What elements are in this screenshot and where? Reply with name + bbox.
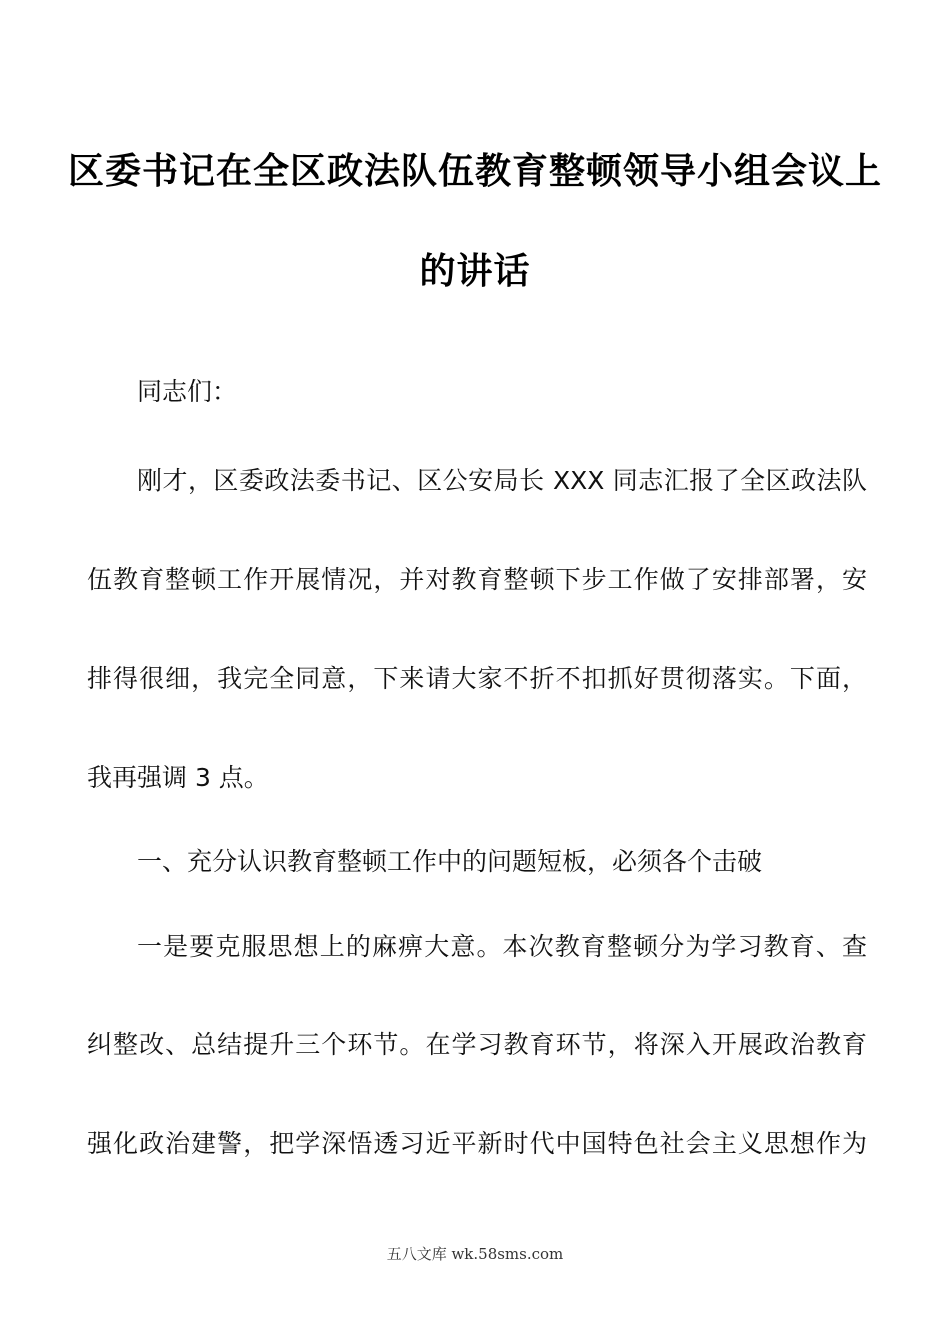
salutation: 同志们： — [137, 377, 238, 406]
paragraph-1-line-2: 伍教育整顿工作开展情况，并对教育整顿下步工作做了安排部署，安 — [87, 565, 867, 594]
paragraph-1-line-3: 排得很细，我完全同意，下来请大家不折不扣抓好贯彻落实。下面， — [87, 664, 867, 693]
footer-watermark: 五八文库 wk.58sms.com — [386, 1245, 564, 1263]
paragraph-1-line-4: 我再强调 3 点。 — [87, 763, 269, 792]
paragraph-2-line-3: 强化政治建警，把学深悟透习近平新时代中国特色社会主义思想作为 — [87, 1129, 867, 1158]
paragraph-1-line-1: 刚才，区委政法委书记、区公安局长 XXX 同志汇报了全区政法队 — [137, 466, 867, 495]
document-title-line-2: 的讲话 — [419, 251, 531, 292]
paragraph-2-line-1: 一是要克服思想上的麻痹大意。本次教育整顿分为学习教育、查 — [137, 932, 867, 961]
document-title-line-1: 区委书记在全区政法队伍教育整顿领导小组会议上 — [67, 151, 882, 192]
section-1-heading: 一、充分认识教育整顿工作中的问题短板，必须各个击破 — [137, 847, 763, 876]
paragraph-2-line-2: 纠整改、总结提升三个环节。在学习教育环节，将深入开展政治教育 — [87, 1030, 867, 1059]
